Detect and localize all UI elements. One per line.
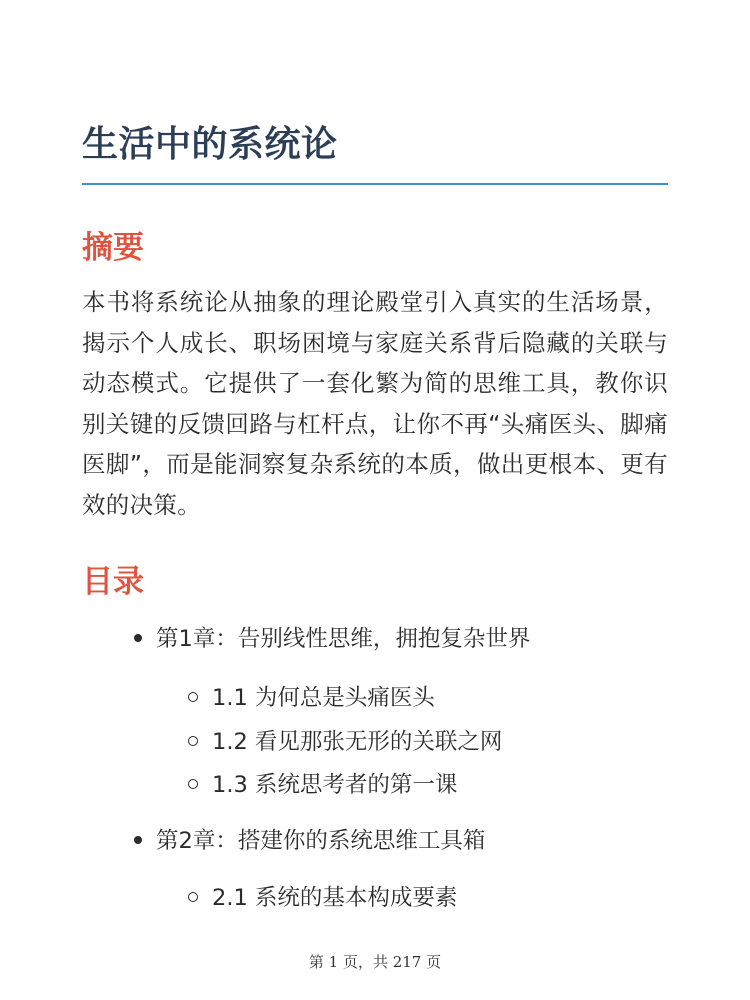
bullet-circle-icon (188, 736, 198, 746)
toc-item-label: 第1章：告别线性思维，拥抱复杂世界 (156, 626, 531, 652)
bullet-circle-icon (188, 779, 198, 789)
toc-item-label: 1.3 系统思考者的第一课 (212, 772, 458, 798)
bullet-dot-icon (134, 836, 142, 844)
page-number-footer: 第 1 页，共 217 页 (308, 953, 442, 971)
toc-item-label: 第2章：搭建你的系统思维工具箱 (156, 828, 486, 854)
toc-item-label: 1.2 看见那张无形的关联之网 (212, 729, 503, 755)
toc-section-1-1[interactable] (188, 680, 435, 712)
abstract-heading: 摘要 (82, 230, 144, 266)
toc-item-label: 2.1 系统的基本构成要素 (212, 885, 458, 911)
document-title: 生活中的系统论 (82, 124, 338, 165)
toc-heading: 目录 (82, 564, 144, 600)
toc-item-label: 1.1 为何总是头痛医头 (212, 685, 435, 711)
title-divider (82, 183, 668, 185)
bullet-dot-icon (134, 634, 142, 642)
abstract-paragraph: 本书将系统论从抽象的理论殿堂引入真实的生活场景，揭示个人成长、职场困境与家庭关系背后隐藏的关联与动态模式。它提供了一套化繁为简的思维工具，教你识别关键的反馈回路与杠杆点，让你不再“头痛医头、脚痛医脚”，而是能洞察复杂系统的本质，做出更根本、更有效的决策。 (82, 288, 668, 519)
toc-section-1-2[interactable] (188, 724, 502, 756)
toc-section-1-3[interactable] (188, 767, 457, 799)
toc-chapter-2[interactable] (134, 823, 485, 855)
bullet-circle-icon (188, 892, 198, 902)
bullet-circle-icon (188, 692, 198, 702)
toc-chapter-1[interactable] (134, 621, 530, 653)
toc-section-2-1[interactable] (188, 880, 457, 912)
